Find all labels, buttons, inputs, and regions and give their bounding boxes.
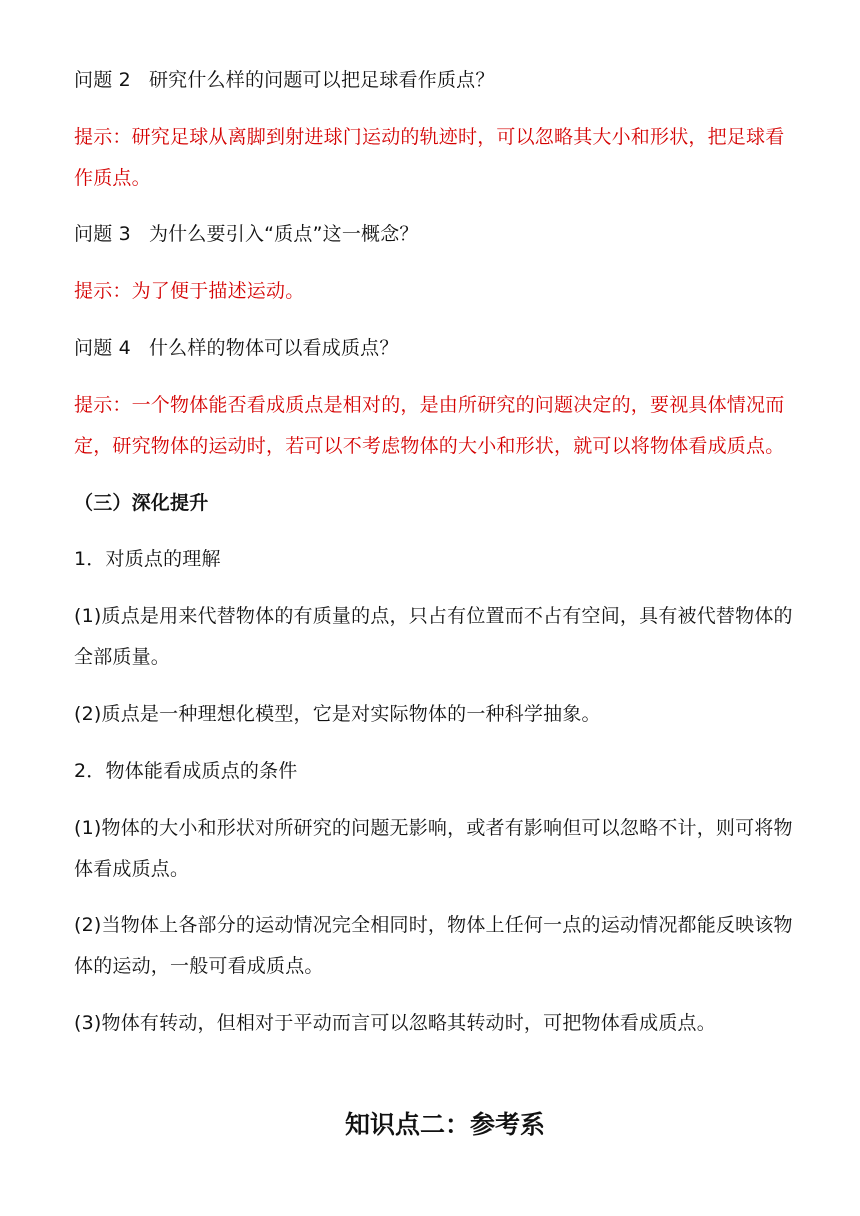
point-text: (2)当物体上各部分的运动情况完全相同时，物体上任何一点的运动情况都能反映该物 bbox=[74, 914, 793, 936]
point-text: (2)质点是一种理想化模型，它是对实际物体的一种科学抽象。 bbox=[74, 703, 601, 725]
point-title: 1．对质点的理解 bbox=[74, 548, 221, 570]
question-label: 问题 3 bbox=[74, 223, 131, 245]
point-text: 全部质量。 bbox=[74, 646, 171, 668]
question-3 bbox=[74, 218, 824, 250]
point-text: 体的运动，一般可看成质点。 bbox=[74, 955, 324, 977]
question-label: 问题 2 bbox=[74, 69, 131, 91]
point-text: (3)物体有转动，但相对于平动而言可以忽略其转动时，可把物体看成质点。 bbox=[74, 1012, 716, 1034]
question-text: 为什么要引入“质点”这一概念？ bbox=[148, 223, 419, 245]
question-4 bbox=[74, 332, 824, 364]
hint-text: 提示：研究足球从离脚到射进球门运动的轨迹时，可以忽略其大小和形状，把足球看 bbox=[74, 126, 785, 148]
question-label: 问题 4 bbox=[74, 337, 131, 359]
section-heading: （三）深化提升 bbox=[74, 492, 209, 514]
point-title: 2．物体能看成质点的条件 bbox=[74, 760, 298, 782]
hint-text: 提示：一个物体能否看成质点是相对的，是由所研究的问题决定的，要视具体情况而 bbox=[74, 394, 785, 416]
hint-text: 提示：为了便于描述运动。 bbox=[74, 280, 305, 302]
point-text: (1)质点是用来代替物体的有质量的点，只占有位置而不占有空间，具有被代替物体的 bbox=[74, 605, 793, 627]
point-text: 体看成质点。 bbox=[74, 858, 190, 880]
hint-text: 定，研究物体的运动时，若可以不考虑物体的大小和形状，就可以将物体看成质点。 bbox=[74, 435, 785, 457]
question-text: 什么样的物体可以看成质点？ bbox=[148, 337, 399, 359]
point-text: (1)物体的大小和形状对所研究的问题无影响，或者有影响但可以忽略不计，则可将物 bbox=[74, 817, 793, 839]
question-2 bbox=[74, 64, 824, 96]
question-text: 研究什么样的问题可以把足球看作质点？ bbox=[148, 69, 495, 91]
knowledge-heading: 知识点二：参考系 bbox=[344, 1110, 545, 1139]
hint-text: 作质点。 bbox=[74, 167, 151, 189]
